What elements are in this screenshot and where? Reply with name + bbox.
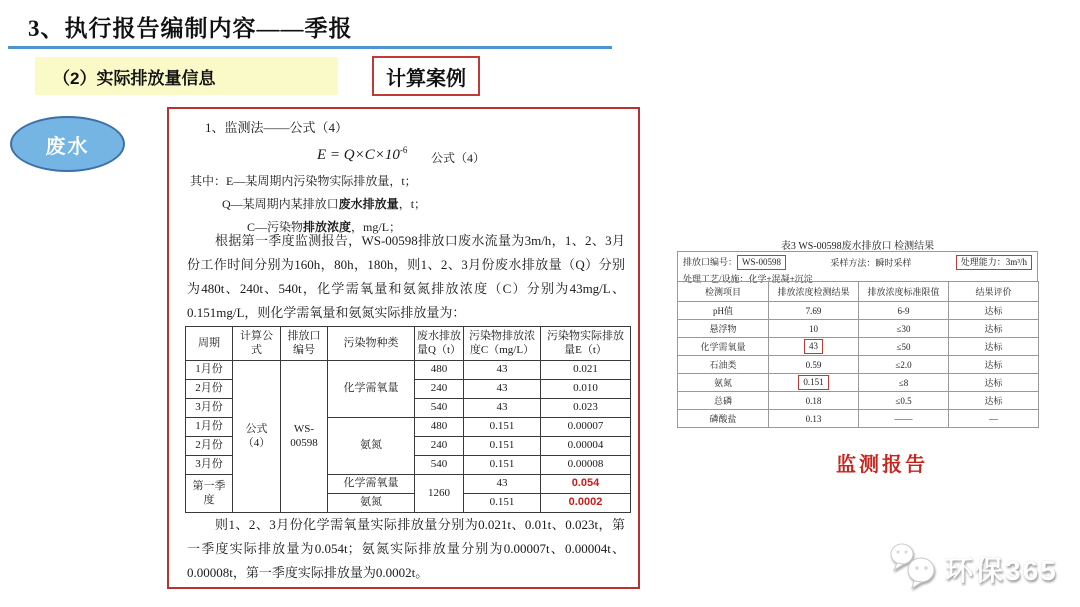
wastewater-badge <box>10 116 125 172</box>
monitor-info-row1 <box>683 255 1032 270</box>
outlet-id: 排放口编号： WS-00598 <box>683 255 786 270</box>
wechat-icon <box>888 541 940 596</box>
formula-definition-e: 其中：E—某周期内污染物实际排放量，t； <box>190 174 417 188</box>
section-label: （2）实际排放量信息 <box>35 57 338 95</box>
cod-result-highlight: 43 <box>804 339 823 354</box>
calc-row-quarter: 第一季度 化学需氧量 1260 43 0.054 <box>186 475 631 494</box>
wastewater-badge-label: 废水 <box>45 135 90 158</box>
sampling-method: 采样方法：瞬时采样 <box>830 257 912 268</box>
col-header-c: 污染物排放浓度C（mg/L） <box>464 327 541 361</box>
monitor-row: 化学需氧量 43 ≤50 达标 <box>678 338 1039 356</box>
watermark <box>888 541 1058 596</box>
col-header-e: 污染物实际排放量E（t） <box>541 327 631 361</box>
monitor-info-block <box>677 251 1038 284</box>
calc-table-header-row <box>186 327 631 361</box>
monitor-row: 总磷 0.18 ≤0.5 达标 <box>678 392 1039 410</box>
monitor-row: 磷酸盐 0.13 —— — <box>678 410 1039 428</box>
formula-base: E = Q×C×10 <box>317 147 400 163</box>
calculation-panel <box>167 107 640 589</box>
watermark-text: 环保365 <box>945 554 1058 586</box>
case-description-paragraph: 根据第一季度监测报告，WS-00598排放口废水流量为3m/h，1、2、3月份工作时间分别为160h，80h，180h，则1、2、3月份废水排放量（Q）分别为480t、240t、540t，化学需氧量和氨氮排放浓度（C）分别为43mg/L、0.151mg/L，则化学需氧量和氨氮实际排放量为： <box>187 233 625 320</box>
calc-table <box>185 326 631 513</box>
formula-reference: 公式（4） <box>431 151 486 165</box>
quarter-cod-total: 0.054 <box>541 475 631 494</box>
treatment-process: 处理工艺/设施：化学+混凝+沉淀 <box>683 273 813 284</box>
formula-definition-q: Q—某周期内某排放口废水排放量，t； <box>222 197 427 211</box>
page-title: 3、执行报告编制内容——季报 <box>28 16 353 41</box>
calc-row: 3月份 540 0.151 0.00008 <box>186 456 631 475</box>
conclusion-paragraph: 则1、2、3月份化学需氧量实际排放量分别为0.021t、0.01t、0.023t，第一季度实际排放量为0.054t；氨氮实际排放量分别为0.00007t、0.00004t、0.00008t，第一季度实际排放量为0.0002t。 <box>187 517 625 580</box>
col-header-q: 废水排放量Q（t） <box>415 327 464 361</box>
monitor-table-title: 表3 WS-00598废水排放口 检测结果 <box>780 241 935 252</box>
title-underline <box>8 46 612 49</box>
outlet-id-highlight: WS-00598 <box>737 255 786 270</box>
nh3-result-highlight: 0.151 <box>798 375 828 390</box>
monitor-table <box>677 281 1039 428</box>
calc-row-quarter: 氨氮 0.151 0.0002 <box>186 494 631 513</box>
monitor-row: pH值 7.69 6-9 达标 <box>678 302 1039 320</box>
quarter-nh3-total: 0.0002 <box>541 494 631 513</box>
calc-row: 2月份 240 43 0.010 <box>186 380 631 399</box>
calc-row: 3月份 540 43 0.023 <box>186 399 631 418</box>
col-header-outlet: 排放口编号 <box>281 327 328 361</box>
col-header-pollutant: 污染物种类 <box>328 327 415 361</box>
emission-formula <box>317 145 407 164</box>
formula-exponent: -6 <box>399 145 408 155</box>
method-heading: 1、监测法——公式（4） <box>205 120 349 135</box>
calc-row: 1月份 氨氮 480 0.151 0.00007 <box>186 418 631 437</box>
calc-row: 1月份 公式（4） WS-00598 化学需氧量 480 43 0.021 <box>186 361 631 380</box>
calc-row: 2月份 240 0.151 0.00004 <box>186 437 631 456</box>
col-header-period: 周期 <box>186 327 233 361</box>
monitor-row: 石油类 0.59 ≤2.0 达标 <box>678 356 1039 374</box>
formula-merged-cell: 公式（4） <box>233 361 281 513</box>
monitor-row: 悬浮物 10 ≤30 达标 <box>678 320 1039 338</box>
case-label-badge: 计算案例 <box>372 56 480 96</box>
monitor-report-caption: 监测报告 <box>836 454 928 476</box>
capacity-highlight: 处理能力：3m³/h <box>956 255 1032 270</box>
outlet-merged-cell: WS-00598 <box>281 361 328 513</box>
monitor-row: 氨氮 0.151 ≤8 达标 <box>678 374 1039 392</box>
monitor-header-row: 检测项目 排放浓度检测结果 排放浓度标准限值 结果评价 <box>678 282 1039 302</box>
col-header-formula: 计算公式 <box>233 327 281 361</box>
formula-definition-c: C—污染物排放浓度，mg/L； <box>247 220 402 234</box>
